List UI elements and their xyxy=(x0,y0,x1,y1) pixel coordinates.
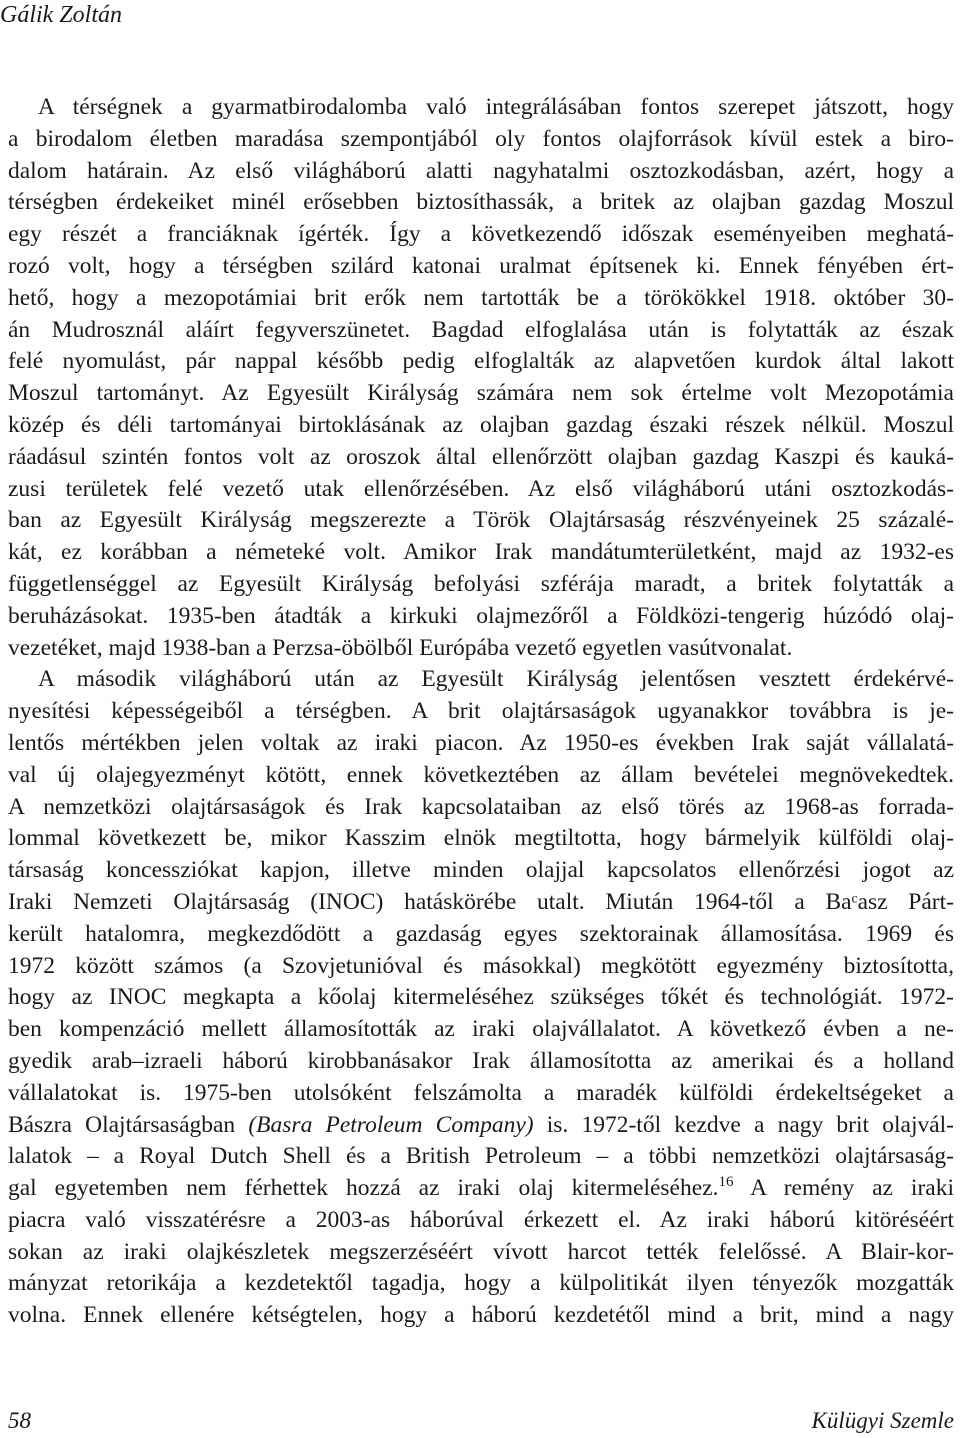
text-line: lalatok – a Royal Dutch Shell és a British Petroleum – a többi nemzetközi olajtársaság- xyxy=(8,1143,954,1170)
text-line: A második világháború után az Egyesült Királyság jelentősen vesztett érdekérvé- xyxy=(38,666,954,693)
text-line: vezetéket, majd 1938-ban a Perzsa-öbölből Európába vezető egyetlen vasútvonalat. xyxy=(8,634,793,661)
text-line: ban az Egyesült Királyság megszerezte a Török Olajtársaság részvényeinek 25 százalé- xyxy=(8,507,954,534)
journal-name: Külügyi Szemle xyxy=(811,1408,954,1433)
footnote-reference[interactable]: 16 xyxy=(718,1174,734,1191)
text-line: zusi területek felé vezető utak ellenőrzésében. Az első világháború utáni osztozkodás- xyxy=(8,475,954,502)
text-line: Iraki Nemzeti Olajtársaság (INOC) hatáskörébe utalt. Miután 1964-től a Baᶜasz Párt- xyxy=(8,888,954,915)
text-line-basra xyxy=(8,1110,954,1142)
italic-company-name: (Basra Petroleum Company) xyxy=(248,1111,534,1138)
text-line: felé nyomulást, pár nappal később pedig elfoglalták az alapvetően kurdok által lakott xyxy=(8,348,954,375)
text-line: volna. Ennek ellenére kétségtelen, hogy a háború kezdetétől mind a brit, mind a nagy xyxy=(8,1302,954,1329)
text-line: vállalatokat is. 1975-ben utolsóként felszámolta a maradék külföldi érdekeltségeket a xyxy=(8,1079,954,1106)
text-line: 1972 között számos (a Szovjetunióval és másokkal) megkötött egyezmény biztosította, xyxy=(8,952,954,979)
text-line: hogy az INOC megkapta a kőolaj kitermeléséhez szükséges tőkét és technológiát. 1972- xyxy=(8,984,954,1011)
text-line: mányzat retorikája a kezdetektől tagadja, hogy a külpolitikát ilyen tényezők mozgatták xyxy=(8,1270,954,1297)
text-line: Moszul tartományt. Az Egyesült Királyság számára nem sok értelme volt Mezopotámia xyxy=(8,380,954,407)
text-line: társaság koncessziókat kapjon, illetve minden olajjal kapcsolatos ellenőrzési jogot az xyxy=(8,857,954,884)
text-line: lommal következett be, mikor Kasszim elnök megtiltotta, hogy bármelyik külföldi olaj- xyxy=(8,825,954,852)
text-line: dalom határain. Az első világháború alatti nagyhatalmi osztozkodásban, azért, hogy a xyxy=(8,157,954,184)
text-line: nyesítési képességeiből a térségben. A brit olajtársaságok ugyanakkor továbbra is je- xyxy=(8,698,954,725)
text-segment: gal egyetemben nem férhettek hozzá az iraki olaj kitermeléséhez. xyxy=(8,1175,719,1202)
text-line: sokan az iraki olajkészletek megszerzéséért vívott harcot tették felelőssé. A Blair-kor- xyxy=(8,1238,954,1265)
running-head-author: Gálik Zoltán xyxy=(0,2,123,28)
text-line: egy részét a franciáknak ígérték. Így a következendő időszak eseményeiben meghatá- xyxy=(8,221,954,248)
text-line: val új olajegyezményt kötött, ennek következtében az állam bevételei megnövekedtek. xyxy=(8,761,954,788)
text-line: A térségnek a gyarmatbirodalomba való integrálásában fontos szerepet játszott, hogy xyxy=(38,94,954,120)
text-line: gyedik arab–izraeli háború kirobbanásakor Irak államosította az amerikai és a holland xyxy=(8,1047,954,1074)
text-line: beruházásokat. 1935-ben átadták a kirkuki olajmezőről a Földközi-tengerig húzódó olaj- xyxy=(8,602,954,629)
text-line: ben kompenzáció mellett államosították az iraki olajvállalatot. A következő évben a ne- xyxy=(8,1016,954,1043)
text-segment: A remény az iraki xyxy=(733,1175,954,1202)
article-body xyxy=(8,92,954,1332)
text-line: rozó volt, hogy a térségben szilárd katonai uralmat építsenek ki. Ennek fényében ért- xyxy=(8,252,954,279)
text-line: ráadásul szintén fontos volt az oroszok által ellenőrzött olajban gazdag Kaszpi és kauká- xyxy=(8,443,954,470)
text-line: kát, ez korábban a németeké volt. Amikor Irak mandátumterületként, majd az 1932-es xyxy=(8,539,954,566)
text-line: térségben érdekeiket minél erősebben biztosíthassák, a britek az olajban gazdag Moszul xyxy=(8,189,954,216)
text-line: került hatalomra, megkezdődött a gazdaság egyes szektorainak államosítása. 1969 és xyxy=(8,920,954,947)
text-line: lentős mértékben jelen voltak az iraki piacon. Az 1950-es években Irak saját vállalatá- xyxy=(8,729,954,756)
page-number: 58 xyxy=(8,1408,31,1433)
text-line-footnote xyxy=(8,1173,954,1205)
text-line: függetlenséggel az Egyesült Királyság befolyási szférája maradt, a britek folytatták a xyxy=(8,570,954,597)
text-line: hető, hogy a mezopotámiai brit erők nem tartották be a törökökkel 1918. október 30- xyxy=(8,284,954,311)
text-segment: Bászra Olajtársaságban xyxy=(8,1111,249,1138)
text-segment: is. 1972-től kezdve a nagy brit olajvál- xyxy=(533,1111,955,1138)
text-line: A nemzetközi olajtársaságok és Irak kapcsolataiban az első törés az 1968-as forrada- xyxy=(8,793,954,820)
text-line: án Mudrosznál aláírt fegyverszünetet. Bagdad elfoglalása után is folytatták az észak xyxy=(8,316,954,343)
text-line: közép és déli tartományai birtoklásának az olajban gazdag északi részek nélkül. Moszul xyxy=(8,411,954,438)
text-line: piacra való visszatérésre a 2003-as háborúval érkezett el. Az iraki háború kitöréséért xyxy=(8,1206,954,1233)
text-line: a birodalom életben maradása szempontjából oly fontos olajforrások kívül estek a biro- xyxy=(8,125,954,152)
